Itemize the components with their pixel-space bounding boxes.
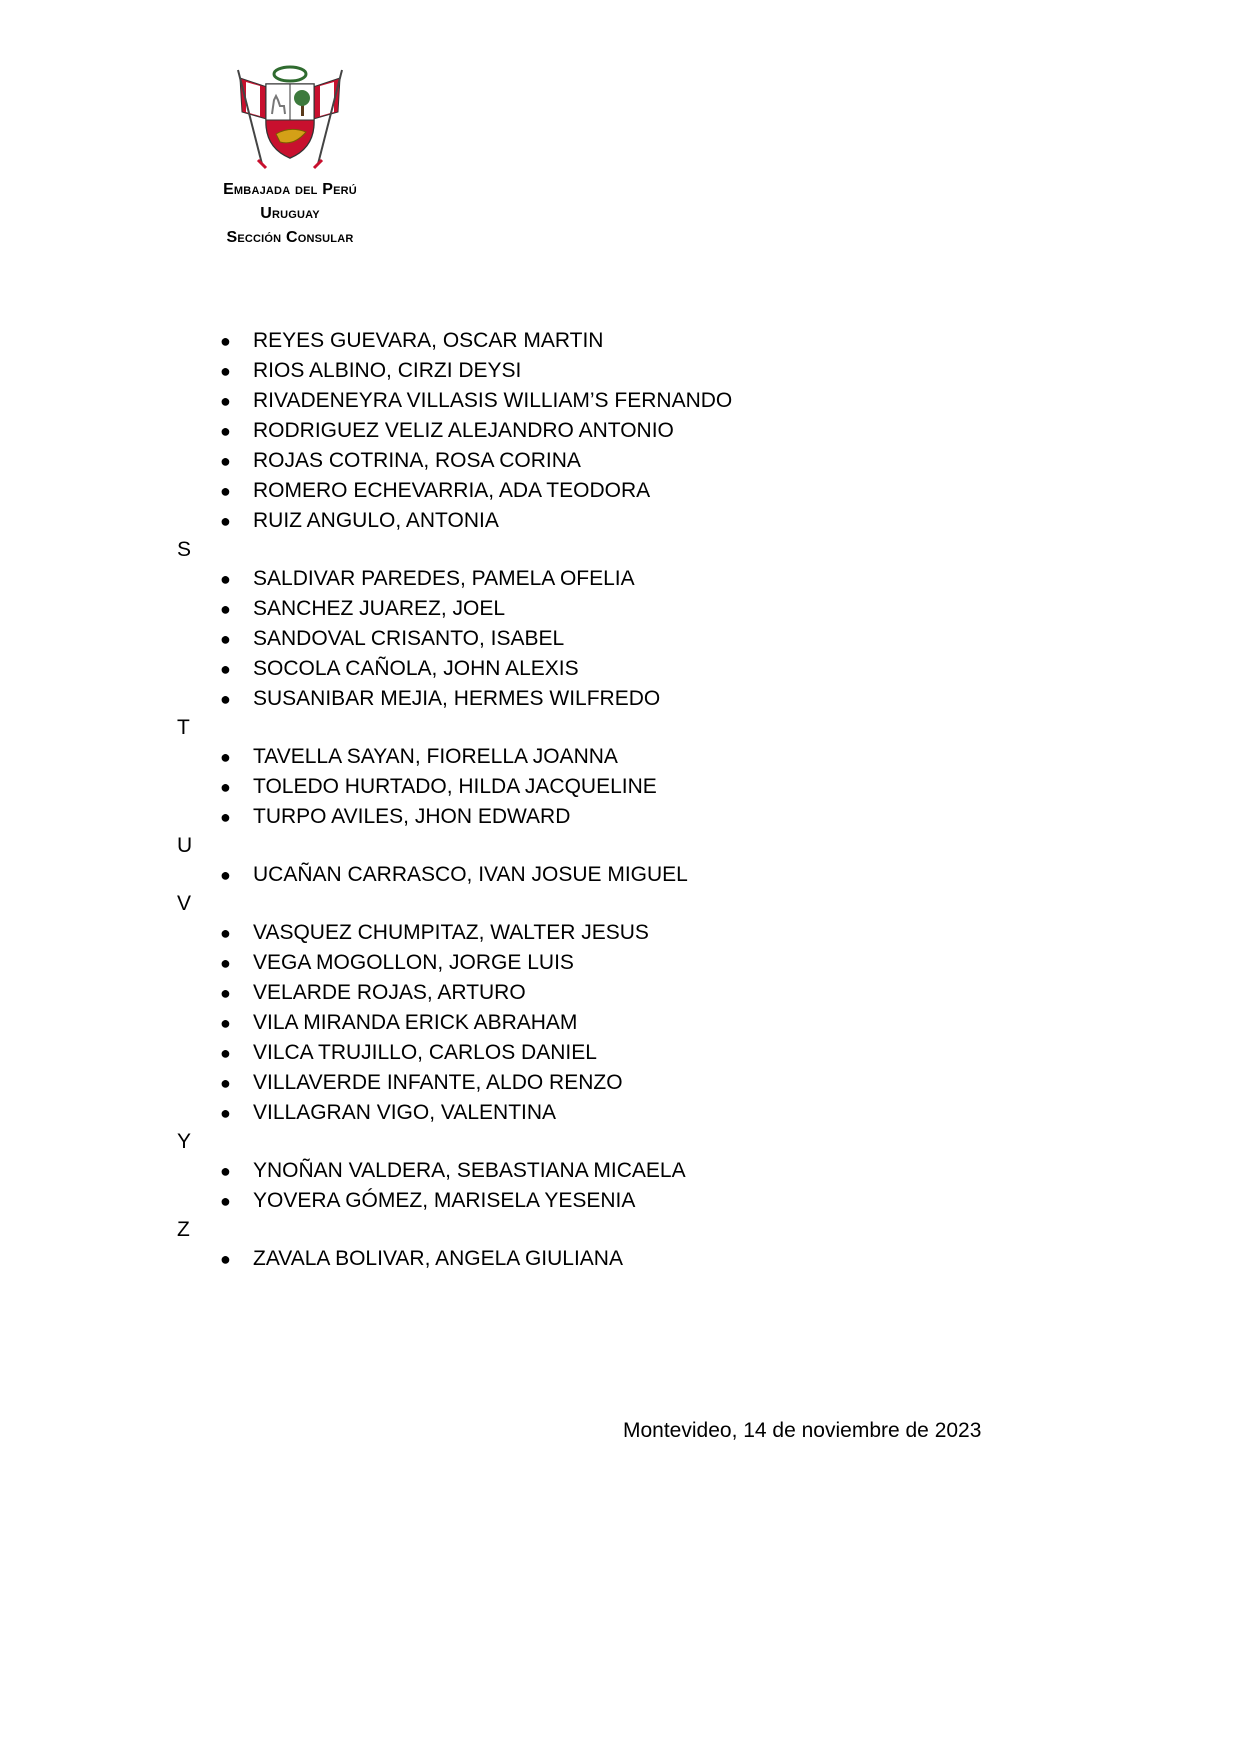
person-name: RUIZ ANGULO, ANTONIA <box>253 509 499 532</box>
bullet-icon: ● <box>220 511 231 531</box>
bullet-icon: ● <box>220 807 231 827</box>
section-letter: S <box>177 538 192 561</box>
person-name: VILLAGRAN VIGO, VALENTINA <box>253 1101 557 1124</box>
bullet-icon: ● <box>220 747 231 767</box>
list-item <box>177 1186 977 1216</box>
list-item <box>177 742 977 772</box>
list-item <box>177 802 977 832</box>
bullet-icon: ● <box>220 1073 231 1093</box>
bullet-icon: ● <box>220 1043 231 1063</box>
list-item <box>177 594 977 624</box>
list-item <box>177 1098 977 1128</box>
list-item <box>177 860 977 890</box>
embassy-section: Sección Consular <box>226 229 354 246</box>
list-item <box>177 948 977 978</box>
person-name: VEGA MOGOLLON, JORGE LUIS <box>253 951 574 974</box>
list-item <box>177 624 977 654</box>
person-name: SOCOLA CAÑOLA, JOHN ALEXIS <box>253 657 579 680</box>
bullet-icon: ● <box>220 1161 231 1181</box>
bullet-icon: ● <box>220 569 231 589</box>
list-item <box>177 326 977 356</box>
person-name: REYES GUEVARA, OSCAR MARTIN <box>253 329 604 352</box>
person-name: YOVERA GÓMEZ, MARISELA YESENIA <box>253 1189 636 1212</box>
person-name: VILLAVERDE INFANTE, ALDO RENZO <box>253 1071 623 1094</box>
person-name: TOLEDO HURTADO, HILDA JACQUELINE <box>253 775 657 798</box>
bullet-icon: ● <box>220 331 231 351</box>
person-name: SALDIVAR PAREDES, PAMELA OFELIA <box>253 567 635 590</box>
bullet-icon: ● <box>220 629 231 649</box>
list-item <box>177 1156 977 1186</box>
list-item <box>177 684 977 714</box>
bullet-icon: ● <box>220 1249 231 1269</box>
peru-coat-of-arms-icon <box>230 60 350 172</box>
section-letter: U <box>177 834 193 857</box>
bullet-icon: ● <box>220 1191 231 1211</box>
list-item <box>177 772 977 802</box>
bullet-icon: ● <box>220 923 231 943</box>
bullet-icon: ● <box>220 451 231 471</box>
list-item <box>177 1244 977 1274</box>
list-item <box>177 654 977 684</box>
bullet-icon: ● <box>220 689 231 709</box>
section-letter: Y <box>177 1130 192 1153</box>
person-name: YNOÑAN VALDERA, SEBASTIANA MICAELA <box>253 1159 686 1182</box>
person-name: ZAVALA BOLIVAR, ANGELA GIULIANA <box>253 1247 623 1270</box>
person-name: VILA MIRANDA ERICK ABRAHAM <box>253 1011 578 1034</box>
bullet-icon: ● <box>220 1013 231 1033</box>
person-name: SUSANIBAR MEJIA, HERMES WILFREDO <box>253 687 661 710</box>
letterhead <box>170 60 410 250</box>
bullet-icon: ● <box>220 481 231 501</box>
list-item <box>177 564 977 594</box>
bullet-icon: ● <box>220 1103 231 1123</box>
person-name: ROJAS COTRINA, ROSA CORINA <box>253 449 581 472</box>
bullet-icon: ● <box>220 953 231 973</box>
bullet-icon: ● <box>220 659 231 679</box>
list-item <box>177 918 977 948</box>
bullet-icon: ● <box>220 777 231 797</box>
person-name: SANCHEZ JUAREZ, JOEL <box>253 597 506 620</box>
person-name: VILCA TRUJILLO, CARLOS DANIEL <box>253 1041 597 1064</box>
person-name: VELARDE ROJAS, ARTURO <box>253 981 526 1004</box>
list-item <box>177 386 977 416</box>
person-name: VASQUEZ CHUMPITAZ, WALTER JESUS <box>253 921 649 944</box>
names-list <box>177 326 977 1274</box>
person-name: RIVADENEYRA VILLASIS WILLIAM’S FERNANDO <box>253 389 733 412</box>
list-item <box>177 356 977 386</box>
list-item <box>177 978 977 1008</box>
section-letter: T <box>177 716 190 739</box>
person-name: RIOS ALBINO, CIRZI DEYSI <box>253 359 522 382</box>
bullet-icon: ● <box>220 361 231 381</box>
person-name: TURPO AVILES, JHON EDWARD <box>253 805 571 828</box>
list-item <box>177 1068 977 1098</box>
person-name: UCAÑAN CARRASCO, IVAN JOSUE MIGUEL <box>253 863 688 886</box>
section-letter: V <box>177 892 192 915</box>
bullet-icon: ● <box>220 421 231 441</box>
bullet-icon: ● <box>220 599 231 619</box>
embassy-country: Uruguay <box>260 205 320 222</box>
bullet-icon: ● <box>220 983 231 1003</box>
list-item <box>177 506 977 536</box>
list-item <box>177 416 977 446</box>
list-item <box>177 1038 977 1068</box>
place-date: Montevideo, 14 de noviembre de 2023 <box>623 1419 982 1442</box>
bullet-icon: ● <box>220 391 231 411</box>
person-name: TAVELLA SAYAN, FIORELLA JOANNA <box>253 745 618 768</box>
list-item <box>177 476 977 506</box>
list-item <box>177 1008 977 1038</box>
person-name: RODRIGUEZ VELIZ ALEJANDRO ANTONIO <box>253 419 674 442</box>
embassy-name: Embajada del Perú <box>223 181 357 198</box>
bullet-icon: ● <box>220 865 231 885</box>
person-name: ROMERO ECHEVARRIA, ADA TEODORA <box>253 479 651 502</box>
list-item <box>177 446 977 476</box>
section-letter: Z <box>177 1218 190 1241</box>
person-name: SANDOVAL CRISANTO, ISABEL <box>253 627 565 650</box>
